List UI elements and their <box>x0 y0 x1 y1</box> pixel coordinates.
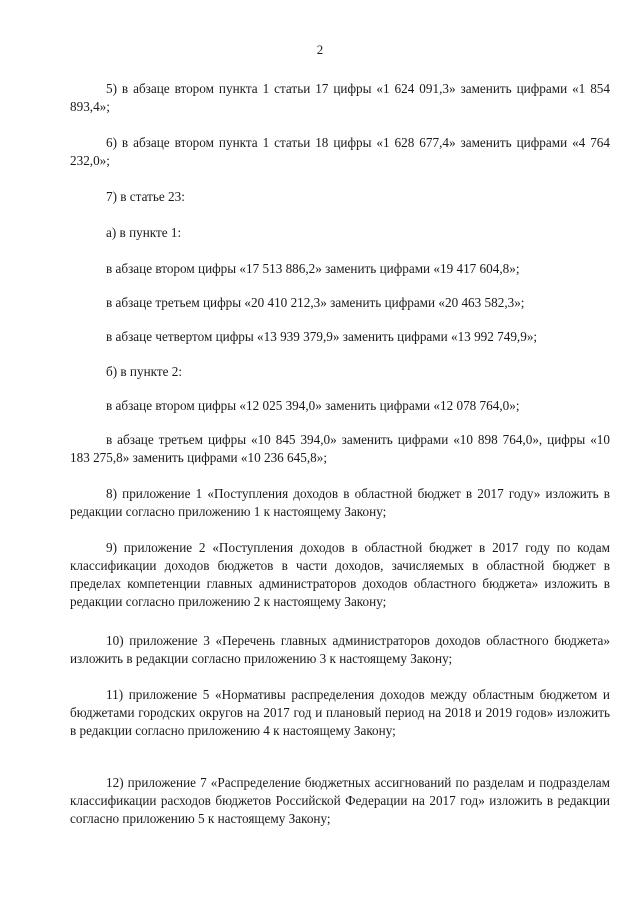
paragraph-b-line-3: в абзаце третьем цифры «10 845 394,0» заменить цифрами «10 898 764,0», цифры «10 183 275,8» заменить цифрами «10 236 645,8»; <box>70 432 610 465</box>
paragraph-item-7: 7) в статье 23: <box>106 189 185 204</box>
paragraph-item-11: 11) приложение 5 «Нормативы распределения доходов между областным бюджетом и бюджетами городских округов на 2017 год и плановый период на 2018 и 2019 годов» изложить в редакции согласно приложению 4 к настоящему Закону; <box>70 687 610 738</box>
paragraph-a-line-3: в абзаце третьем цифры «20 410 212,3» заменить цифрами «20 463 582,3»; <box>106 295 525 310</box>
paragraph-a-line-4: в абзаце четвертом цифры «13 939 379,9» заменить цифрами «13 992 749,9»; <box>106 329 538 344</box>
paragraph-item-10: 10) приложение 3 «Перечень главных администраторов доходов областного бюджета» изложить в редакции согласно приложению 3 к настоящему Закону; <box>70 633 610 666</box>
paragraph-b-line-2: в абзаце втором цифры «12 025 394,0» заменить цифрами «12 078 764,0»; <box>106 398 520 413</box>
paragraph-item-6: 6) в абзаце втором пункта 1 статьи 18 цифры «1 628 677,4» заменить цифрами «4 764 232,0»; <box>70 135 610 168</box>
paragraph-subitem-a: а) в пункте 1: <box>106 225 182 240</box>
paragraph-item-12: 12) приложение 7 «Распределение бюджетных ассигнований по разделам и подразделам классификации расходов бюджетов Российской Федерации на 2017 год» изложить в редакции согласно приложению 5 к настоящему Закону; <box>70 775 610 826</box>
paragraph-item-5: 5) в абзаце втором пункта 1 статьи 17 цифры «1 624 091,3» заменить цифрами «1 854 893,4»; <box>70 81 610 114</box>
paragraph-subitem-b: б) в пункте 2: <box>106 364 183 379</box>
page-number: 2 <box>316 42 324 57</box>
paragraph-item-9: 9) приложение 2 «Поступления доходов в областной бюджет в 2017 году по кодам классификации доходов бюджетов в части доходов, зачисляемых в областной бюджет в пределах компетенции главных администраторов доходов областного бюджета» изложить в редакции согласно приложению 2 к настоящему Закону; <box>70 540 610 609</box>
paragraph-a-line-2: в абзаце втором цифры «17 513 886,2» заменить цифрами «19 417 604,8»; <box>106 261 520 276</box>
paragraph-item-8: 8) приложение 1 «Поступления доходов в областной бюджет в 2017 году» изложить в редакции согласно приложению 1 к настоящему Закону; <box>70 486 610 519</box>
